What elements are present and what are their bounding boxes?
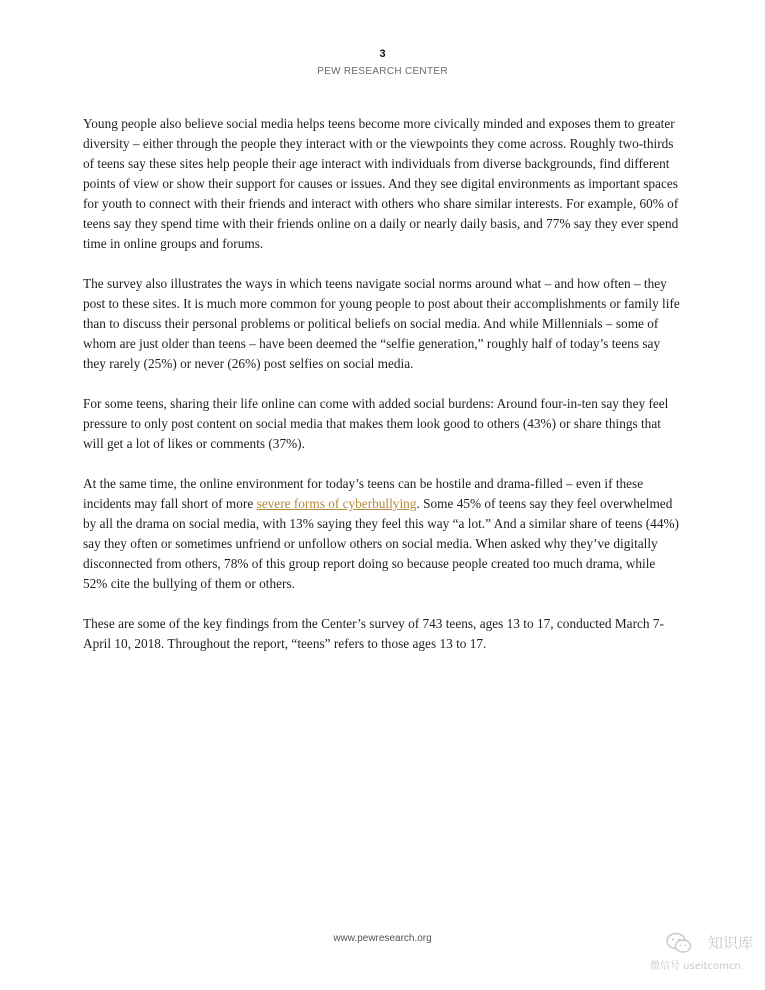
cyberbullying-link[interactable]: severe forms of cyberbullying: [256, 496, 417, 511]
paragraph-text-segment: . Some 45% of teens say they feel overwhelmed by all the drama on social media, with 13% saying they feel this way “a lot.” And a similar share of teens (44%) say they often or sometimes unfriend or unfollow others on social media. When asked why they’ve digitally disconnected from others, 78% of this group report doing so because people created too much drama, while 52% cite the bullying of them or others.: [83, 496, 679, 591]
paragraph-text-segment: At the same time, the online environment for today’s teens can be hostile and drama-filled – even if these incidents may fall short of more: [83, 476, 644, 511]
paragraph-drama-cyberbullying: [83, 474, 683, 594]
footer-url: www.pewresearch.org: [333, 933, 432, 944]
page-number: 3: [379, 48, 386, 60]
paragraph-social-norms: The survey also illustrates the ways in which teens navigate social norms around what – and how often – they post to these sites. It is much more common for young people to post about their accomplishments or family life than to discuss their personal problems or political beliefs on social media. And while Millennials – some of whom are just older than teens – have been deemed the “selfie generation,” roughly half of today’s teens say they rarely (25%) or never (26%) post selfies on social media.: [83, 276, 680, 371]
watermark-account: 微信号 useitcomcn: [650, 961, 741, 972]
watermark-name: 知识库: [708, 934, 754, 952]
article-body: [83, 114, 683, 674]
running-header: PEW RESEARCH CENTER: [317, 66, 448, 77]
paragraph-civic-diversity: Young people also believe social media helps teens become more civically minded and exposes them to greater diversity – either through the people they interact with or the viewpoints they come across. Roughly two-thirds of teens say these sites help people their age interact with individuals from diverse backgrounds, find different points of view or show their support for causes or issues. And they see digital environments as important spaces for youth to connect with their friends and interact with others who share similar interests. For example, 60% of teens say they spend time with their friends online on a daily or nearly daily basis, and 77% say they ever spend time in online groups and forums.: [83, 116, 679, 251]
wechat-icon: [666, 932, 692, 954]
paragraph-key-findings: These are some of the key findings from the Center’s survey of 743 teens, ages 13 to 17, conducted March 7-April 10, 2018. Throughout the report, “teens” refers to those ages 13 to 17.: [83, 616, 664, 651]
paragraph-social-burdens: For some teens, sharing their life online can come with added social burdens: Around four-in-ten say they feel pressure to only post content on social media that makes them look good to others (43%) or share things that will get a lot of likes or comments (37%).: [83, 396, 669, 451]
wechat-watermark: [648, 930, 760, 974]
